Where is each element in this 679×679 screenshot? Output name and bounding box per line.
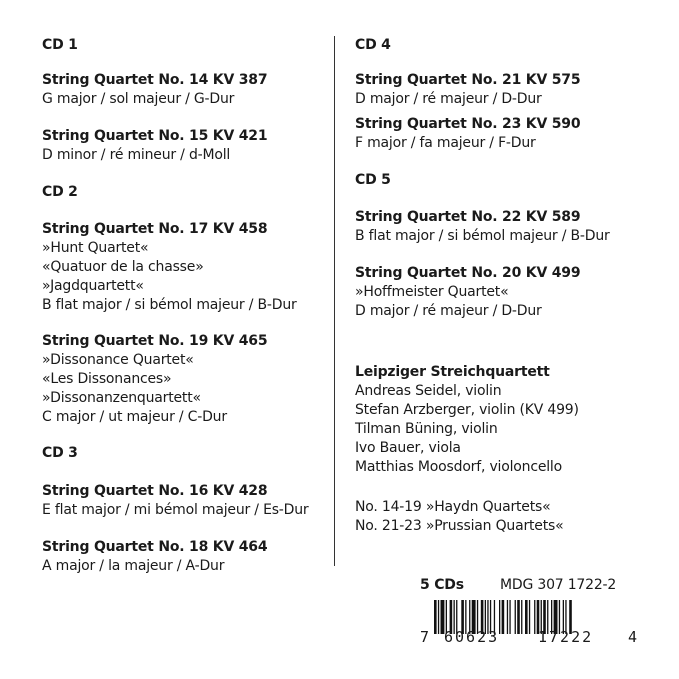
cd2-label: CD 2 [42,184,78,200]
cd4-label: CD 4 [355,37,391,53]
column-divider [334,36,335,566]
q22-key: B flat major / si bémol majeur / B-Dur [355,228,610,244]
barcode-last-digit: 4 [628,628,637,646]
prussian-quartets-note: No. 21-23 »Prussian Quartets« [355,518,564,534]
q19-nickname-fr: «Les Dissonances» [42,371,172,387]
q17-title: String Quartet No. 17 KV 458 [42,221,268,237]
ensemble-member: Andreas Seidel, violin [355,383,502,399]
cd3-label: CD 3 [42,445,78,461]
q19-nickname-de: »Dissonanzenquartett« [42,390,201,406]
ensemble-member: Stefan Arzberger, violin (KV 499) [355,402,579,418]
q16-key: E flat major / mi bémol majeur / Es-Dur [42,502,309,518]
haydn-quartets-note: No. 14-19 »Haydn Quartets« [355,499,551,515]
q18-key: A major / la majeur / A-Dur [42,558,225,574]
ensemble-member: Ivo Bauer, viola [355,440,461,456]
q17-key: B flat major / si bémol majeur / B-Dur [42,297,297,313]
cd5-label: CD 5 [355,172,391,188]
q17-nickname-en: »Hunt Quartet« [42,240,149,256]
catalog-number: MDG 307 1722-2 [500,577,617,593]
barcode-left-digits: 60623 [444,628,500,646]
q17-nickname-de: »Jagdquartett« [42,278,144,294]
q16-title: String Quartet No. 16 KV 428 [42,483,268,499]
q18-title: String Quartet No. 18 KV 464 [42,539,268,555]
q14-title: String Quartet No. 14 KV 387 [42,72,268,88]
q21-title: String Quartet No. 21 KV 575 [355,72,581,88]
q14-key: G major / sol majeur / G-Dur [42,91,235,107]
q17-nickname-fr: «Quatuor de la chasse» [42,259,204,275]
q15-title: String Quartet No. 15 KV 421 [42,128,268,144]
cd-count: 5 CDs [420,577,464,593]
q20-title: String Quartet No. 20 KV 499 [355,265,581,281]
q21-key: D major / ré majeur / D-Dur [355,91,542,107]
q20-key: D major / ré majeur / D-Dur [355,303,542,319]
q15-key: D minor / ré mineur / d-Moll [42,147,231,163]
q23-key: F major / fa majeur / F-Dur [355,135,536,151]
ensemble-member: Matthias Moosdorf, violoncello [355,459,562,475]
q19-key: C major / ut majeur / C-Dur [42,409,227,425]
q20-nickname: »Hoffmeister Quartet« [355,284,509,300]
q23-title: String Quartet No. 23 KV 590 [355,116,581,132]
q22-title: String Quartet No. 22 KV 589 [355,209,581,225]
ensemble-member: Tilman Büning, violin [355,421,498,437]
ensemble-name: Leipziger Streichquartett [355,364,550,380]
barcode-right-digits: 17222 [538,628,594,646]
cd1-label: CD 1 [42,37,78,53]
barcode-first-digit: 7 [420,628,429,646]
q19-nickname-en: »Dissonance Quartet« [42,352,194,368]
barcode [420,600,640,650]
q19-title: String Quartet No. 19 KV 465 [42,333,268,349]
